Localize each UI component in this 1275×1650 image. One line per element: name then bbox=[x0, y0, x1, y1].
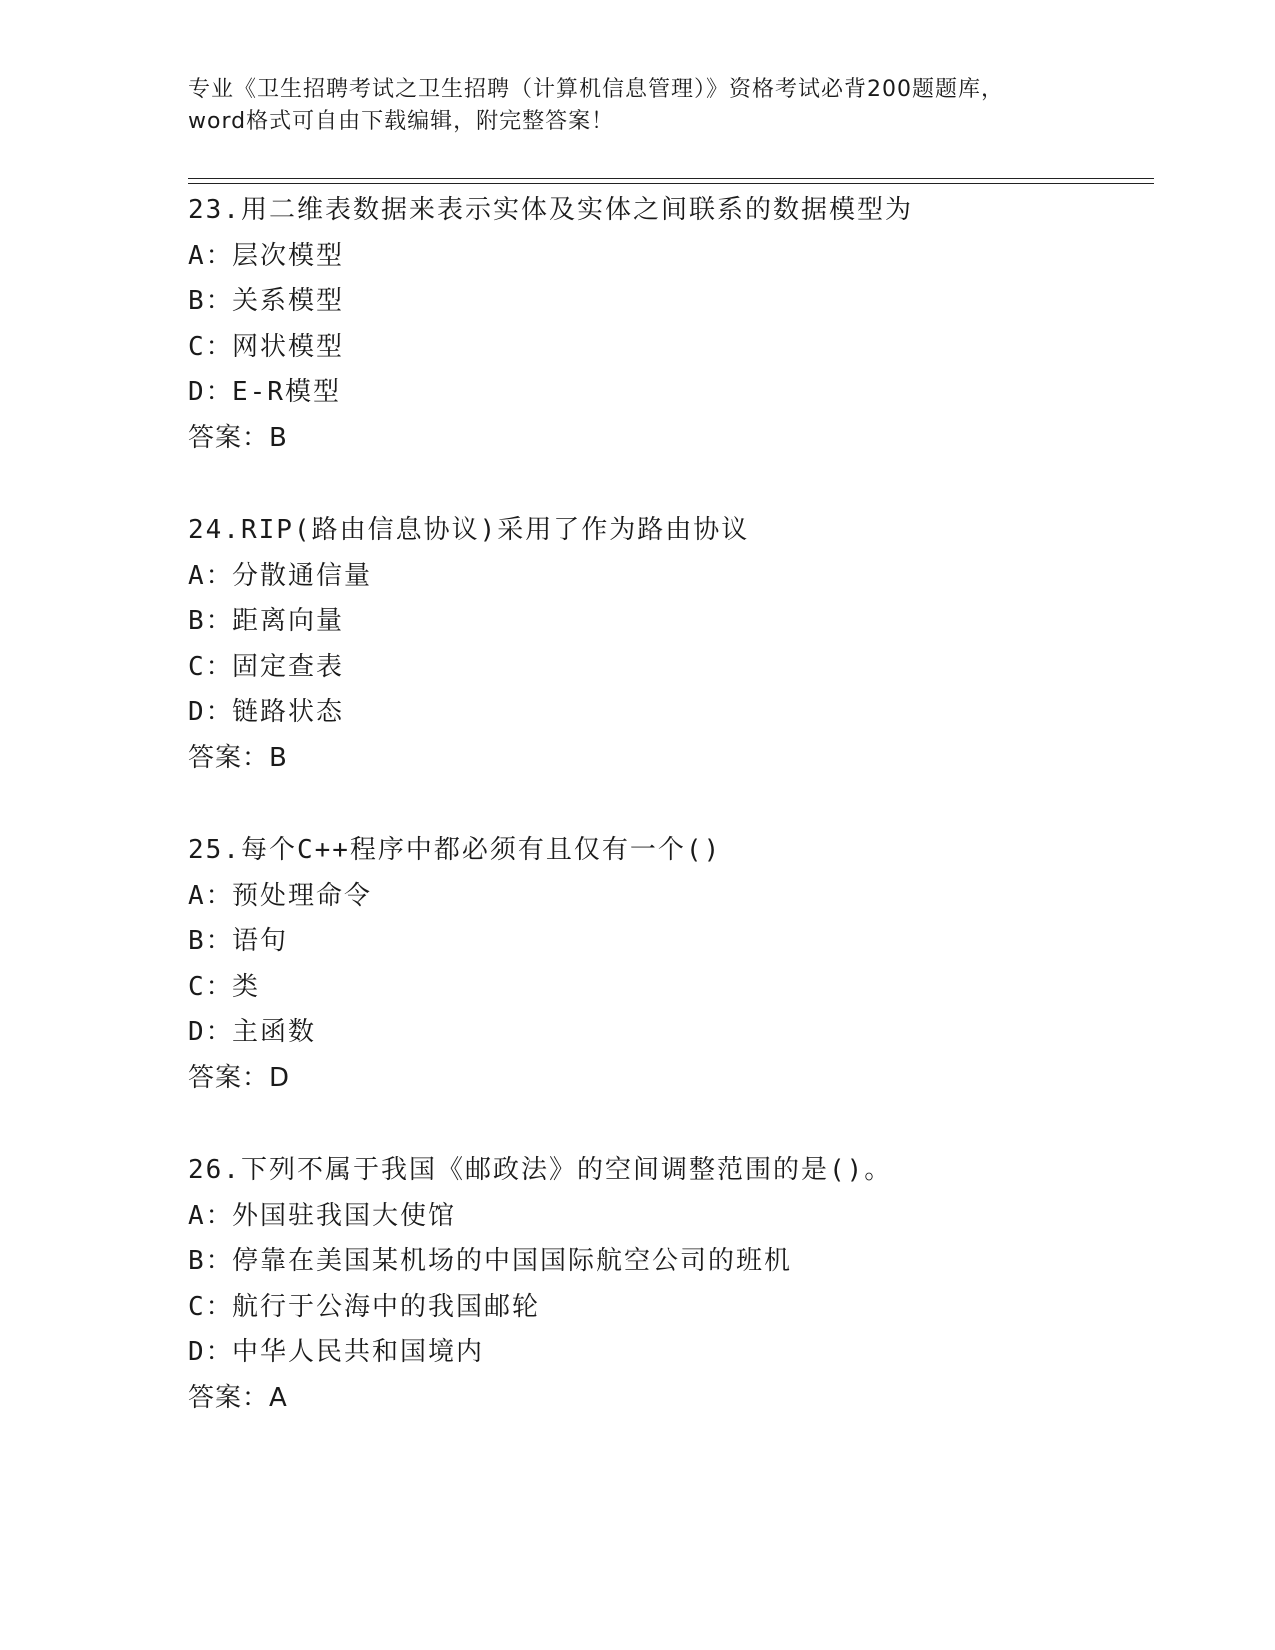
answer-line bbox=[188, 416, 1148, 462]
document-header bbox=[188, 74, 1088, 138]
header-line-2: word格式可自由下载编辑，附完整答案！ bbox=[188, 109, 615, 134]
question-stem: 25.每个C++程序中都必须有且仅有一个() bbox=[188, 835, 722, 865]
answer-label: 答案： bbox=[188, 742, 270, 773]
question-25 bbox=[188, 828, 1148, 1148]
header-divider-bottom bbox=[188, 183, 1154, 184]
option-letter: C： bbox=[188, 651, 234, 682]
option-letter: D： bbox=[188, 1337, 234, 1367]
answer-value: B bbox=[269, 742, 288, 773]
option-text: 网状模型 bbox=[232, 331, 345, 362]
option-letter: B： bbox=[188, 606, 234, 636]
header-line-1: 专业《卫生招聘考试之卫生招聘（计算机信息管理）》资格考试必背200题题库， bbox=[188, 77, 1004, 102]
option-letter: A： bbox=[188, 880, 234, 911]
option-text: 关系模型 bbox=[232, 286, 345, 316]
option-text: 层次模型 bbox=[232, 240, 345, 271]
option-text: 预处理命令 bbox=[232, 880, 373, 911]
option-d bbox=[188, 1010, 1148, 1056]
answer-line bbox=[188, 736, 1148, 782]
option-a bbox=[188, 874, 1148, 920]
header-divider-top bbox=[188, 178, 1154, 179]
option-text: 类 bbox=[232, 971, 261, 1002]
question-26 bbox=[188, 1148, 1148, 1468]
option-letter: D： bbox=[188, 377, 234, 407]
option-d bbox=[188, 690, 1148, 736]
option-d bbox=[188, 1330, 1148, 1376]
option-letter: B： bbox=[188, 1246, 234, 1276]
answer-label: 答案： bbox=[188, 422, 270, 453]
option-letter: A： bbox=[188, 1200, 234, 1231]
answer-value: B bbox=[269, 422, 288, 453]
option-a bbox=[188, 1194, 1148, 1240]
option-text: 航行于公海中的我国邮轮 bbox=[232, 1291, 541, 1322]
option-b bbox=[188, 919, 1148, 965]
answer-value: D bbox=[269, 1062, 291, 1093]
option-c bbox=[188, 325, 1148, 371]
option-letter: C： bbox=[188, 971, 234, 1002]
option-a bbox=[188, 554, 1148, 600]
question-stem: 23.用二维表数据来表示实体及实体之间联系的数据模型为 bbox=[188, 195, 913, 225]
question-stem: 26.下列不属于我国《邮政法》的空间调整范围的是()。 bbox=[188, 1155, 893, 1185]
question-stem: 24.RIP(路由信息协议)采用了作为路由协议 bbox=[188, 515, 750, 545]
option-text: 距离向量 bbox=[232, 606, 345, 636]
option-c bbox=[188, 1285, 1148, 1331]
option-text: 语句 bbox=[232, 926, 289, 956]
option-text: 外国驻我国大使馆 bbox=[232, 1200, 457, 1231]
answer-label: 答案： bbox=[188, 1062, 270, 1093]
option-c bbox=[188, 965, 1148, 1011]
option-letter: D： bbox=[188, 1017, 234, 1047]
option-text: 中华人民共和国境内 bbox=[232, 1337, 485, 1367]
option-letter: A： bbox=[188, 560, 234, 591]
option-text: 停靠在美国某机场的中国国际航空公司的班机 bbox=[232, 1246, 793, 1276]
option-a bbox=[188, 234, 1148, 280]
option-b bbox=[188, 1239, 1148, 1285]
option-letter: C： bbox=[188, 1291, 234, 1322]
option-letter: B： bbox=[188, 286, 234, 316]
answer-label: 答案： bbox=[188, 1382, 270, 1413]
option-text: 固定查表 bbox=[232, 651, 345, 682]
question-24 bbox=[188, 508, 1148, 828]
answer-line bbox=[188, 1056, 1148, 1102]
option-d bbox=[188, 370, 1148, 416]
option-b bbox=[188, 599, 1148, 645]
option-letter: C： bbox=[188, 331, 234, 362]
answer-line bbox=[188, 1376, 1148, 1422]
answer-value: A bbox=[269, 1382, 288, 1413]
option-text: 链路状态 bbox=[232, 697, 345, 727]
question-23 bbox=[188, 188, 1148, 508]
option-letter: D： bbox=[188, 697, 234, 727]
option-b bbox=[188, 279, 1148, 325]
option-letter: A： bbox=[188, 240, 234, 271]
question-list bbox=[188, 188, 1148, 1468]
option-letter: B： bbox=[188, 926, 234, 956]
option-text: E-R模型 bbox=[232, 377, 341, 407]
option-text: 主函数 bbox=[232, 1017, 317, 1047]
option-c bbox=[188, 645, 1148, 691]
option-text: 分散通信量 bbox=[232, 560, 373, 591]
